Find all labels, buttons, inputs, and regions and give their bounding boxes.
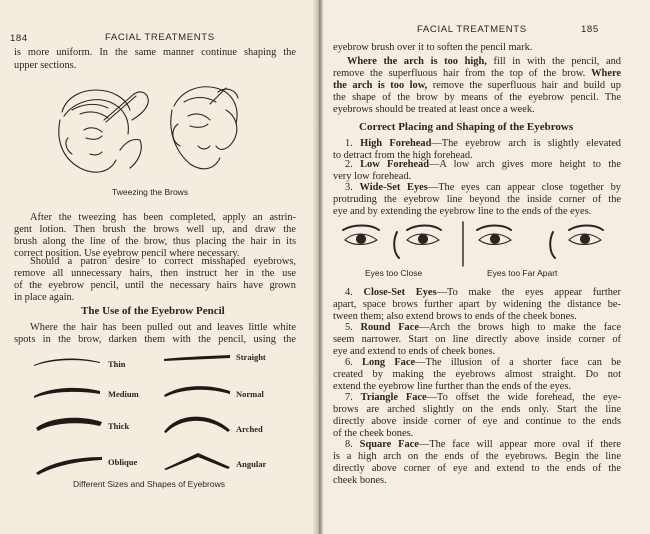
text-run: —The eyes can appear close together by <box>427 182 621 193</box>
eyebrow-angular <box>162 449 232 471</box>
para1-line: upper sections. <box>14 60 77 71</box>
page-number: 184 <box>10 33 28 44</box>
text-run: —A low arch gives more height to the <box>429 159 621 170</box>
right-page <box>323 0 650 534</box>
text-run: remove the superfluous hair from the top of the brow. <box>333 68 586 79</box>
para1-line: is more uniform. In the same manner continue shaping the <box>14 47 296 58</box>
brow-label-thick: Thick <box>108 421 130 431</box>
brow-label-arched: Arched <box>236 424 263 434</box>
list-item <box>345 322 621 333</box>
bold-run: Where <box>591 68 621 79</box>
text-run: —Arch the brows high to make the face <box>418 322 621 333</box>
section-heading: Correct Placing and Shaping of the Eyebrows <box>359 121 574 133</box>
item-title: High Forehead <box>360 138 432 149</box>
eyes-figure <box>335 222 615 270</box>
list-item <box>345 182 621 193</box>
section-heading: The Use of the Eyebrow Pencil <box>81 305 225 317</box>
list-item <box>345 357 621 368</box>
para4-line: Where the hair has been pulled out and leaves little white <box>30 322 296 333</box>
para4-line: spots in the brow, darken them with the pencil, using the <box>14 334 296 345</box>
text-line: eyebrows should be treated at least once a week. <box>333 104 535 115</box>
eyebrow-thin <box>32 354 102 368</box>
item-title: Round Face <box>360 322 419 333</box>
text-line: directly above inside corner of eye and continue to the ends <box>333 416 621 427</box>
list-item <box>345 138 621 149</box>
bold-run: the arch is too low, <box>333 80 428 91</box>
tweezing-illustration <box>50 80 250 180</box>
left-page <box>0 0 318 534</box>
para2-line: gent lotion. Then brush the brows well up, and draw the <box>14 224 296 235</box>
figure1-caption: Tweezing the Brows <box>112 187 189 197</box>
item-title: Wide-Set Eyes <box>359 182 428 193</box>
item-title: Long Face <box>362 357 416 368</box>
eyebrow-oblique <box>34 455 104 475</box>
bold-run: Where the arch is too high, <box>347 56 487 67</box>
text-line: eyebrow brush over it to soften the pencil mark. <box>333 42 533 53</box>
text-line: directly above corner of eye and extend to the ends of the <box>333 463 621 474</box>
text-line <box>333 68 621 79</box>
text-line: brows are arched slightly on the ends only. Start the line <box>333 404 621 415</box>
eyebrow-normal <box>162 381 232 399</box>
figure2-caption: Different Sizes and Shapes of Eyebrows <box>73 479 225 489</box>
page-number: 185 <box>581 24 599 35</box>
text-run: —The face will appear more oval if there <box>418 439 621 450</box>
list-item <box>345 159 621 170</box>
brow-label-normal: Normal <box>236 389 264 399</box>
text-line <box>347 56 621 67</box>
brow-label-angular: Angular <box>236 459 267 469</box>
text-line: of the cheek bones. <box>333 428 414 439</box>
item-number: 8. <box>345 439 353 450</box>
running-head: FACIAL TREATMENTS <box>417 24 527 35</box>
para3-line: in place again. <box>14 292 75 303</box>
item-title: Close-Set Eyes <box>363 287 437 298</box>
list-item <box>345 287 621 298</box>
para2-line: After the tweezing has been completed, apply an astrin- <box>30 212 296 223</box>
eyebrow-thick <box>34 414 104 432</box>
list-item <box>345 392 621 403</box>
running-head: FACIAL TREATMENTS <box>105 32 215 43</box>
eyebrow-medium <box>32 384 102 400</box>
para2-line: correct position. Use eyebrow pencil where necessary. <box>14 248 240 259</box>
text-line: is a high arch on the ends of the eyebrows. Begin the line <box>333 451 621 462</box>
text-line: eye and extend to ends of cheek bones. <box>333 346 496 357</box>
text-line: created by making the eyebrows almost straight. Do not <box>333 369 621 380</box>
item-number: 1. <box>345 138 353 149</box>
text-run: —To make the eyes appear further <box>436 287 621 298</box>
para3-line: remove all unnecessary hairs, then instruct her in the use <box>14 268 296 279</box>
item-number: 2. <box>345 159 353 170</box>
brow-label-oblique: Oblique <box>108 457 138 467</box>
brow-label-straight: Straight <box>236 352 266 362</box>
text-line: apart, space brows further apart by widening the distance be- <box>333 299 621 310</box>
item-number: 5. <box>345 322 353 333</box>
text-run: —To offset the wide forehead, the eye- <box>426 392 621 403</box>
text-line: extend the eyebrow line further than the ends of the eyes. <box>333 381 572 392</box>
text-line: the shape of the brow by means of the eyebrow pencil. The <box>333 92 621 103</box>
text-run: —The eyebrow arch is slightly elevated <box>431 138 621 149</box>
item-number: 7. <box>345 392 353 403</box>
text-line <box>333 80 621 91</box>
brow-label-thin: Thin <box>108 359 126 369</box>
list-item <box>345 439 621 450</box>
item-title: Square Face <box>359 439 419 450</box>
eyebrow-straight <box>162 351 232 363</box>
text-run: —The illusion of a shorter face can be <box>415 357 621 368</box>
item-title: Triangle Face <box>360 392 427 403</box>
brow-label-medium: Medium <box>108 389 139 399</box>
text-line: tween them; also extend brows to ends of the cheek bones. <box>333 311 577 322</box>
item-number: 4. <box>345 287 353 298</box>
eyebrow-arched <box>162 412 232 434</box>
text-line: protruding the eyebrow line beyond the inside corner of the <box>333 194 621 205</box>
para3-line: Should a patron desire to correct misshaped eyebrows, <box>30 256 296 267</box>
para3-line: of the eyebrow pencil, until the necessary hairs have grown <box>14 280 296 291</box>
item-title: Low Forehead <box>360 159 429 170</box>
text-line: seem narrower. Start on line directly above inside corner of <box>333 334 621 345</box>
text-run: remove the superfluous hair and build up <box>427 80 621 91</box>
para2-line: brush along the line of the brow, thus placing the hair in its <box>14 236 296 247</box>
item-number: 3. <box>345 182 353 193</box>
text-line: cheek bones. <box>333 475 387 486</box>
text-line: very low forehead. <box>333 171 412 182</box>
text-line: to detract from the high forehead. <box>333 150 473 161</box>
item-number: 6. <box>345 357 353 368</box>
eyes-caption-left: Eyes too Close <box>365 268 423 278</box>
text-run: fill in with the pencil, and <box>486 56 621 67</box>
text-line: eye and by extending the eyebrow line to the ends of the eyes. <box>333 206 592 217</box>
eyes-caption-right: Eyes too Far Apart <box>487 268 558 278</box>
